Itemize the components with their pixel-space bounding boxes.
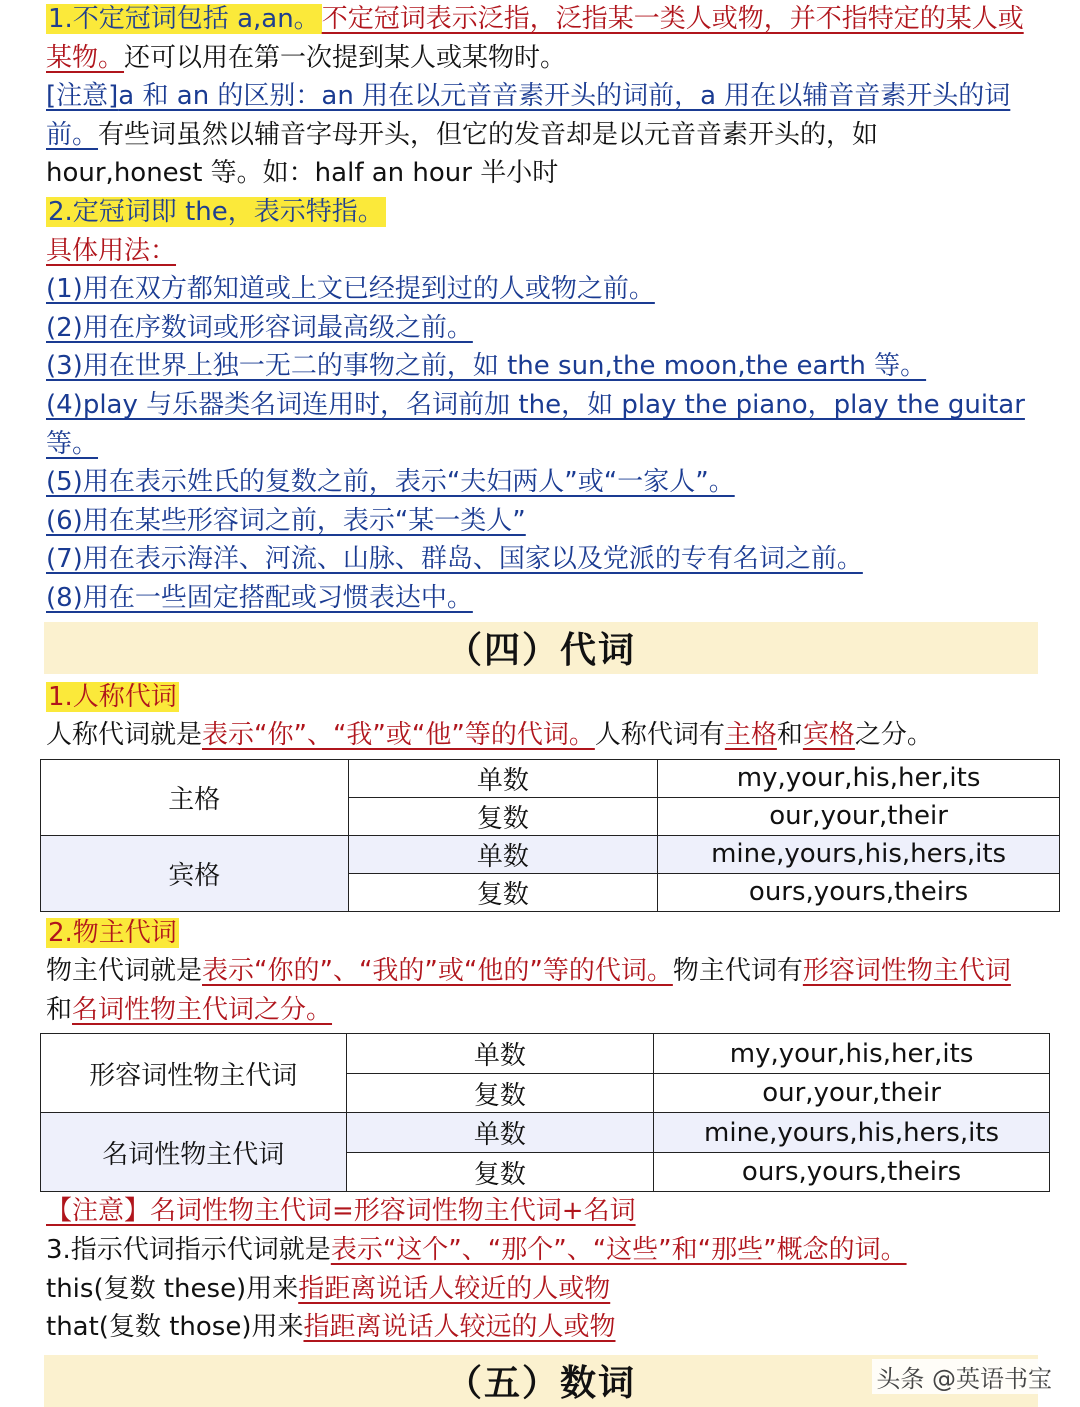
personal-pronoun-heading (46, 678, 1036, 717)
forms-cell: my,your,his,her,its (658, 759, 1060, 797)
definite-article-label: 2.定冠词即 the，表示特指。 (48, 196, 384, 227)
table-row (41, 759, 1060, 797)
number-cell: 单数 (348, 759, 658, 797)
section-title-numerals: （五）数词 (44, 1355, 1038, 1407)
table-row (41, 1034, 1050, 1074)
forms-cell: mine,yours,his,hers,its (654, 1113, 1050, 1153)
possessive-note: 【注意】名词性物主代词=形容词性物主代词+名词 (46, 1196, 636, 1227)
possessive-pronoun-table (40, 1033, 1050, 1192)
possessive-pronoun-heading (46, 914, 1036, 953)
possessive-pronoun-label: 2.物主代词 (48, 917, 177, 948)
forms-cell: ours,yours,theirs (658, 873, 1060, 911)
number-cell: 复数 (348, 797, 658, 835)
number-cell: 单数 (346, 1034, 654, 1074)
indefinite-article-label: 1.不定冠词包括 a,an。 (48, 4, 320, 34)
number-cell: 复数 (346, 1073, 654, 1113)
forms-cell: our,your,their (654, 1073, 1050, 1113)
section-title-pronouns: （四）代词 (44, 622, 1038, 674)
personal-pronoun-intro: 人称代词就是表示“你”、“我”或“他”等的代词。人称代词有主格和宾格之分。 (46, 720, 933, 751)
list-item: (4)play 与乐器类名词连用时，名词前加 the，如 play the piano，play the guitar 等。 (46, 389, 1025, 459)
list-item: (2)用在序数词或形容词最高级之前。 (46, 312, 473, 343)
this-usage: this(复数 these)用来指距离说话人较近的人或物 (46, 1273, 611, 1304)
list-item: (7)用在表示海洋、河流、山脉、群岛、国家以及党派的专有名词之前。 (46, 544, 863, 575)
definite-article-heading (46, 193, 1036, 232)
forms-cell: my,your,his,her,its (654, 1034, 1050, 1074)
a-an-extra: 有些词虽然以辅音字母开头，但它的发音却是以元音音素开头的，如 hour,honest 等。如：half an hour 半小时 (46, 119, 879, 189)
case-cell: 主格 (41, 759, 349, 835)
that-usage: that(复数 those)用来指距离说话人较远的人或物 (46, 1312, 616, 1343)
number-cell: 单数 (346, 1113, 654, 1153)
case-cell: 宾格 (41, 835, 349, 911)
a-an-difference: a 和 an 的区别：an 用在以元音音素开头的词前，a 用在以辅音音素开头的词前。 (46, 81, 1011, 150)
case-cell: 形容词性物主代词 (41, 1034, 347, 1113)
watermark: 头条 @英语书宝 (872, 1359, 1056, 1394)
possessive-pronoun-intro: 物主代词就是表示“你的”、“我的”或“他的”等的代词。物主代词有形容词性物主代词和名词性物主代词之分。 (46, 956, 1011, 1025)
table-row (41, 835, 1060, 873)
personal-pronoun-label: 1.人称代词 (48, 681, 177, 712)
personal-pronoun-table (40, 759, 1060, 912)
list-item: (3)用在世界上独一无二的事物之前，如 the sun,the moon,the earth 等。 (46, 351, 927, 382)
list-item: (5)用在表示姓氏的复数之前，表示“夫妇两人”或“一家人”。 (46, 467, 735, 498)
usage-heading (46, 232, 1036, 271)
number-cell: 单数 (348, 835, 658, 873)
a-an-note-paragraph (46, 77, 1036, 193)
number-cell: 复数 (346, 1152, 654, 1192)
usage-label: 具体用法： (46, 235, 177, 266)
list-item: (1)用在双方都知道或上文已经提到过的人或物之前。 (46, 274, 655, 305)
demonstrative-intro: 3.指示代词指示代词就是表示“这个”、“那个”、“这些”和“那些”概念的词。 (46, 1235, 907, 1266)
table-row (41, 1113, 1050, 1153)
usage-list (46, 270, 1036, 617)
forms-cell: ours,yours,theirs (654, 1152, 1050, 1192)
list-item: (8)用在一些固定搭配或习惯表达中。 (46, 582, 473, 613)
indefinite-article-paragraph (46, 0, 1036, 77)
case-cell: 名词性物主代词 (41, 1113, 347, 1192)
number-cell: 复数 (348, 873, 658, 911)
list-item: (6)用在某些形容词之前，表示“某一类人” (46, 505, 526, 536)
forms-cell: our,your,their (658, 797, 1060, 835)
note-label: [注意] (46, 81, 119, 112)
indefinite-article-extra: 还可以用在第一次提到某人或某物时。 (124, 42, 567, 73)
indefinite-article-definition: 不定冠词表示泛指，泛指某一类人或物，并不指特定的某人或某物。 (46, 4, 1024, 73)
forms-cell: mine,yours,his,hers,its (658, 835, 1060, 873)
